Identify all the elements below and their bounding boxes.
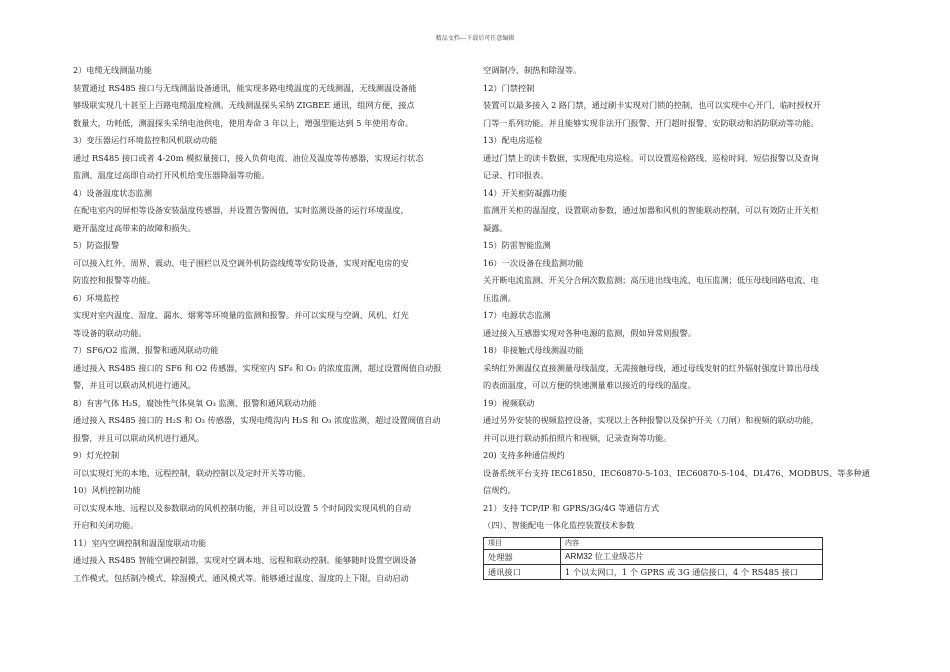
text-line: 开启和关闭功能。 (73, 520, 139, 530)
spec-table (483, 537, 823, 580)
text-line: 实现对室内温度、湿度、漏水、烟雾等环境量的监测和报警。并可以实现与空调、风机、灯光 (73, 310, 409, 320)
page-header: 精品文档---下载后可任意编辑 (435, 35, 515, 42)
text-line: 19）视频联动 (483, 397, 535, 408)
text-line: 在配电室内的屏柜等设备安装温度传感器，并设置告警阀值，实时监测设备的运行环境温度， (73, 205, 409, 215)
text-line: 17）电源状态监测 (483, 310, 551, 320)
text-line: 装置可以最多接入 2 路门禁，通过刷卡实现对门锁的控制，也可以实现中心开门、临时授权开 (483, 100, 821, 110)
spec-cell-label: 处理器 (484, 549, 561, 564)
text-line: 8）有害气体 H₂S，腐蚀性气体臭氧 O₃ 监测、报警和通风联动功能 (73, 397, 317, 408)
text-line: 4）设备温度状态监测 (73, 187, 152, 198)
text-line: 等设备的联动功能。 (73, 327, 147, 338)
table-row (484, 549, 823, 564)
text-line: 凝露。 (483, 222, 508, 233)
text-line: 14）开关柜防凝露功能 (483, 187, 568, 198)
text-line: 的表面温度，可以方便的快速测量难以接近的母线的温度。 (483, 380, 696, 390)
text-line: 关开断电流监测、开关分合闸次数监测；高压进出线电流、电压监测；低压母线回路电流、电 (483, 275, 819, 285)
spec-cell-value: 1 个以太网口，1 个 GPRS 或 3G 通信接口，4 个 RS485 接口 (561, 564, 823, 579)
text-line: 采纳红外测温仪直接测量母线温度，无需接触母线，通过母线发射的红外辐射强度计算出母线 (483, 362, 819, 373)
text-line: （四）、智能配电一体化监控装置技术参数 (483, 520, 635, 530)
text-line: 警，并且可以联动风机进行通风。 (73, 380, 196, 390)
text-line: 监测、温度过高即自动打开风机给变压器降温等功能。 (73, 170, 270, 180)
spec-table-header (484, 537, 823, 549)
text-line: 信规约。 (483, 485, 516, 495)
text-line: 通过接入 RS485 接口的 H₂S 和 O₃ 传感器，实现电缆沟内 H₂S 和 O₃ 浓度监测，超过设置阀值自动 (73, 415, 441, 425)
text-line: 防监控和报警等功能。 (73, 275, 155, 285)
text-line: 通过门禁上的读卡数据，实现配电房巡检。可以设置巡检路线、巡检时间、短信报警以及查询 (483, 152, 819, 163)
text-line: 门等一系列功能。并且能够实现非法开门报警、开门超时报警、安防联动和消防联动等功能。 (483, 117, 819, 128)
text-line: 5）防盗报警 (73, 240, 120, 250)
text-line: 压监测。 (483, 292, 516, 303)
text-line: 报警，并且可以联动风机进行通风。 (73, 432, 205, 443)
spec-header-content: 内容 (561, 537, 823, 549)
text-line: 16）一次设备在线监测功能 (483, 257, 584, 268)
text-line: 够级联实现几十甚至上百路电缆温度检测。无线测温探头采纳 ZIGBEE 通讯，组网方便，接点 (73, 100, 415, 110)
spec-cell-value: ARM32 位工业级芯片 (561, 549, 823, 564)
text-line: 通过接入 RS485 接口的 SF6 和 O2 传感器，实现室内 SF₆ 和 O₂ 的浓度监测，超过设置阀值自动报 (73, 362, 442, 373)
text-line: 可以实现灯光的本地、远程控制，联动控制以及定时开关等功能。 (73, 467, 311, 478)
text-line: 13）配电房巡检 (483, 135, 543, 145)
text-line: 通过 RS485 接口或者 4-20m 模拟量接口，接入负荷电流、油位及温度等传感器，实现运行状态 (73, 152, 424, 163)
text-line: 避开温度过高带来的故障和损失。 (73, 222, 196, 233)
text-line: 10）风机控制功能 (73, 485, 141, 495)
text-line: 设备系统平台支持 IEC61850、IEC60870-5-103、IEC60870-5-104、DL476、MODBUS、等多种通 (483, 467, 870, 478)
text-line: 通过接入互感器实现对各种电源的监测，假如异常则报警。 (483, 327, 696, 338)
text-line: 可以接入红外、周界、震动、电子围栏以及空调外机防盗线缆等安防设备，实现对配电房的安 (73, 257, 409, 268)
text-line: 6）环境监控 (73, 292, 120, 303)
text-line: 15）防雷智能监测 (483, 240, 551, 250)
text-line: 3）变压器运行环境监控和风机联动功能 (73, 135, 218, 145)
text-line: 并可以进行联动抓拍照片和视频，记录查询等功能。 (483, 432, 672, 443)
text-line: 通过接入 RS485 智能空调控制器，实现对空调本地、远程和联动控制。能够随时设置空调设备 (73, 555, 417, 565)
table-row (484, 564, 823, 579)
text-line: 20) 支持多种通信规约 (483, 450, 565, 460)
text-line: 2）电缆无线测温功能 (73, 65, 152, 75)
text-line: 装置通过 RS485 接口与无线测温设备通讯，能实现多路电缆温度的无线测温，无线测温设备能 (73, 82, 417, 93)
text-line: 18）非接触式母线测温功能 (483, 345, 584, 355)
text-line: 数量大，功耗低，测温探头采纳电池供电，使用寿命 3 年以上，增强型能达到 5 年使用寿命。 (73, 117, 414, 128)
text-line: 监测开关柜的温湿度，设置联动参数，通过加器和风机的智能联动控制，可以有效防止开关柜 (483, 205, 819, 215)
text-line: 9）灯光控制 (73, 450, 120, 460)
text-line: 7）SF6/O2 监测、报警和通风联动功能 (73, 345, 219, 355)
text-line: 通过另外安装的视频监控设备，实现以上各种报警以及保护开关（刀闸）和视频的联动功能， (483, 415, 819, 425)
spec-cell-label: 通讯接口 (484, 564, 561, 579)
text-line: 可以实现本地、远程以及参数联动的风机控制功能，并且可以设置 5 个时间段实现风机的自动 (73, 502, 411, 513)
text-line: 空调制冷、制热和除湿等。 (483, 65, 582, 75)
text-line: 21）支持 TCP/IP 和 GPRS/3G/4G 等通信方式 (483, 502, 660, 513)
text-line: 记录、打印报表。 (483, 170, 549, 180)
text-line: 工作模式，包括制冷模式、除湿模式、通风模式等。能够通过温度、湿度的上下限，自动启动 (73, 572, 409, 583)
text-line: 11）室内空调控制和温湿度联动功能 (73, 537, 207, 548)
spec-header-item: 项目 (484, 537, 561, 549)
right-text (483, 62, 883, 535)
text-line: 12）门禁控制 (483, 82, 535, 93)
right-column (483, 62, 883, 580)
left-column (73, 62, 469, 587)
